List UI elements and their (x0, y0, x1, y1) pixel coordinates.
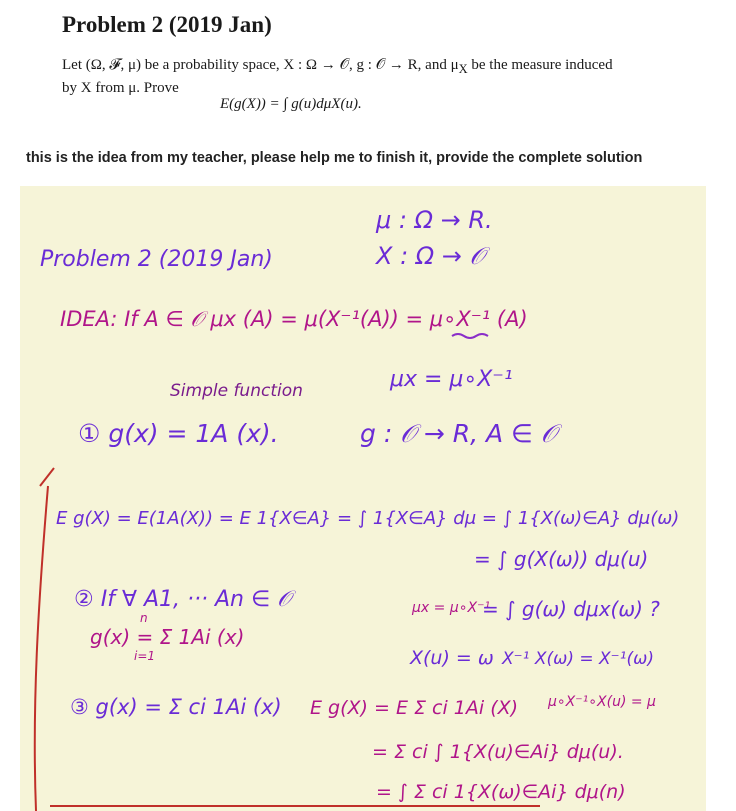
handwritten-notes-photo (20, 186, 706, 811)
expectation-line: E g(X) = E(1A(X)) = E 1{X∈A} = ∫ 1{X∈A} dμ = ∫ 1{X(ω)∈A} dμ(ω) (56, 508, 680, 529)
statement-text-2: by X from μ. Prove (62, 80, 179, 96)
equation-g-of-x: = ∫ g(X(ω)) dμ(u) (474, 547, 649, 571)
sum-limit-n: n (140, 611, 148, 625)
problem-title: Problem 2 (2019 Jan) (62, 12, 272, 37)
mux-note: μx = μ∘X⁻¹ (412, 600, 491, 616)
step-1: ① g(x) = 1A (x). (78, 419, 279, 448)
maps-line-1: μ : Ω → R. (376, 206, 493, 234)
red-margin-line (35, 486, 48, 811)
final-line: = ∫ Σ ci 1{X(ω)∈Ai} dμ(n) (376, 781, 626, 803)
statement-text-end: be the measure induced (467, 57, 613, 73)
step-3-expectation: E g(X) = E Σ ci 1Ai (X) (310, 697, 519, 719)
red-tick-mark (40, 468, 54, 486)
problem-label: Problem 2 (2019 Jan) (40, 247, 273, 272)
sum-limit-i1: i=1 (134, 649, 156, 663)
x-of-u: X(u) = ω (410, 647, 494, 669)
step-1-domain: g : 𝒪 → R, A ∈ 𝒪 (360, 419, 557, 448)
help-request-text: this is the idea from my teacher, please help me to finish it, provide the complete solution (26, 150, 643, 166)
x-inverse-line: X⁻¹ X(ω) = X⁻¹(ω) (502, 649, 654, 669)
purple-squiggle (452, 334, 488, 338)
problem-statement (62, 56, 672, 98)
mux-definition: μx = μ∘X⁻¹ (390, 367, 513, 392)
maps-line-2: X : Ω → 𝒪 (376, 242, 485, 270)
statement-text: Let (Ω, 𝓕, μ) be a probability space, X : Ω → 𝒪, g : 𝒪 → R, and μ (62, 57, 459, 73)
notes-canvas (20, 186, 706, 811)
statement-subscript: X (458, 62, 468, 76)
step-2-sum: g(x) = Σ 1Ai (x) (90, 625, 245, 649)
problem-equation: E(g(X)) = ∫ g(u)dμX(u). (220, 96, 362, 112)
mu-composition: μ∘X⁻¹∘X(u) = μ (548, 694, 656, 710)
idea-line: IDEA: If A ∈ 𝒪 μx (A) = μ(X⁻¹(A)) = μ∘X⁻¹ (A) (60, 307, 528, 331)
simple-function-label: Simple function (170, 381, 303, 401)
equation-g-mux: = ∫ g(ω) dμx(ω) ? (482, 597, 660, 621)
sum-ci-line: = Σ ci ∫ 1{X(u)∈Ai} dμ(u). (372, 741, 624, 763)
step-3: ③ g(x) = Σ ci 1Ai (x) (70, 695, 282, 719)
step-2: ② If ∀ A1, ··· An ∈ 𝒪 (74, 587, 291, 612)
